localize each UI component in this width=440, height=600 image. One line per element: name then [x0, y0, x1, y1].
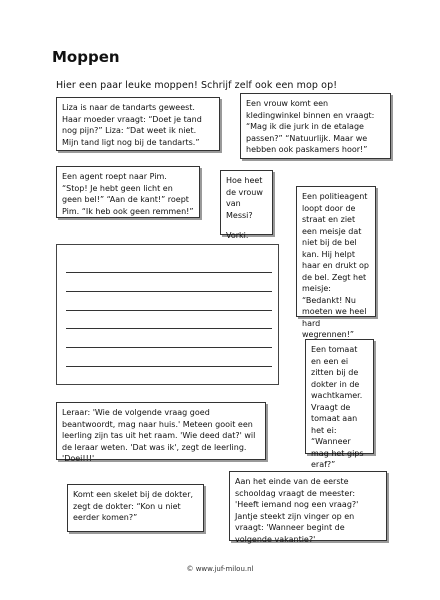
- joke-card-schooldag: [229, 471, 387, 544]
- joke-answer: Vorki.: [226, 231, 249, 240]
- joke-card-skelet: [67, 484, 204, 532]
- writing-line: [66, 291, 272, 292]
- joke-text: Leraar: 'Wie de volgende vraag goed beantwoordt, mag naar huis.' Meteen gooit een leerling zijn tas uit het raam. 'Wie deed dat?' wil de leraar weten. 'Dat was ik', zegt de leerling. 'Doei!!!': [62, 408, 256, 463]
- joke-text: Aan het einde van de eerste schooldag vraagt de meester: 'Heeft iemand nog een vraag?' Jantje steekt zijn vinger op en vraagt: 'Wanneer begint de volgende vakantie?': [235, 477, 359, 544]
- page-title: Moppen: [52, 48, 120, 66]
- joke-card-tandarts: [56, 97, 220, 151]
- writing-line: [66, 328, 272, 329]
- joke-text: Een tomaat en een ei zitten bij de dokter in de wachtkamer. Vraagt de tomaat aan het ei: “Wanneer mag het gips eraf?”: [311, 345, 364, 469]
- joke-card-kledingwinkel: [240, 93, 391, 159]
- joke-text: Liza is naar de tandarts geweest. Haar moeder vraagt: “Doet je tand nog pijn?” Liza: “Dat weet ik niet. Mijn tand ligt nog bij de tandarts.”: [62, 103, 202, 147]
- joke-card-agent: [56, 166, 200, 218]
- writing-line: [66, 347, 272, 348]
- joke-text: Een politieagent loopt door de straat en ziet een meisje dat niet bij de bel kan. Hij helpt haar en drukt op de bel. Zegt het meisje: “Bedankt! Nu moeten we heel hard wegrennen!”: [302, 192, 369, 339]
- joke-question: Hoe heet de vrouw van Messi?: [226, 176, 263, 220]
- copyright-footer: © www.juf-milou.nl: [186, 565, 254, 573]
- intro-text: Hier een paar leuke moppen! Schrijf zelf ook een mop op!: [56, 80, 338, 91]
- joke-text: Een agent roept naar Pim. “Stop! Je hebt geen licht en geen bel!” “Aan de kant!” roept Pim. “Ik heb ook geen remmen!”: [62, 172, 194, 216]
- joke-card-leraar: [56, 402, 266, 463]
- writing-line: [66, 366, 272, 367]
- joke-card-messi: [220, 170, 273, 240]
- joke-card-tomaat: [305, 339, 374, 469]
- writing-line: [66, 310, 272, 311]
- write-your-own-joke-area[interactable]: [56, 244, 279, 385]
- joke-text: Een vrouw komt een kledingwinkel binnen en vraagt: “Mag ik die jurk in de etalage passen?” “Natuurlijk. Maar we hebben ook paskamers hoor!”: [246, 99, 375, 154]
- joke-card-politieagent: [296, 186, 376, 339]
- joke-text: Komt een skelet bij de dokter, zegt de dokter: “Kon u niet eerder komen?”: [73, 490, 194, 522]
- writing-line: [66, 272, 272, 273]
